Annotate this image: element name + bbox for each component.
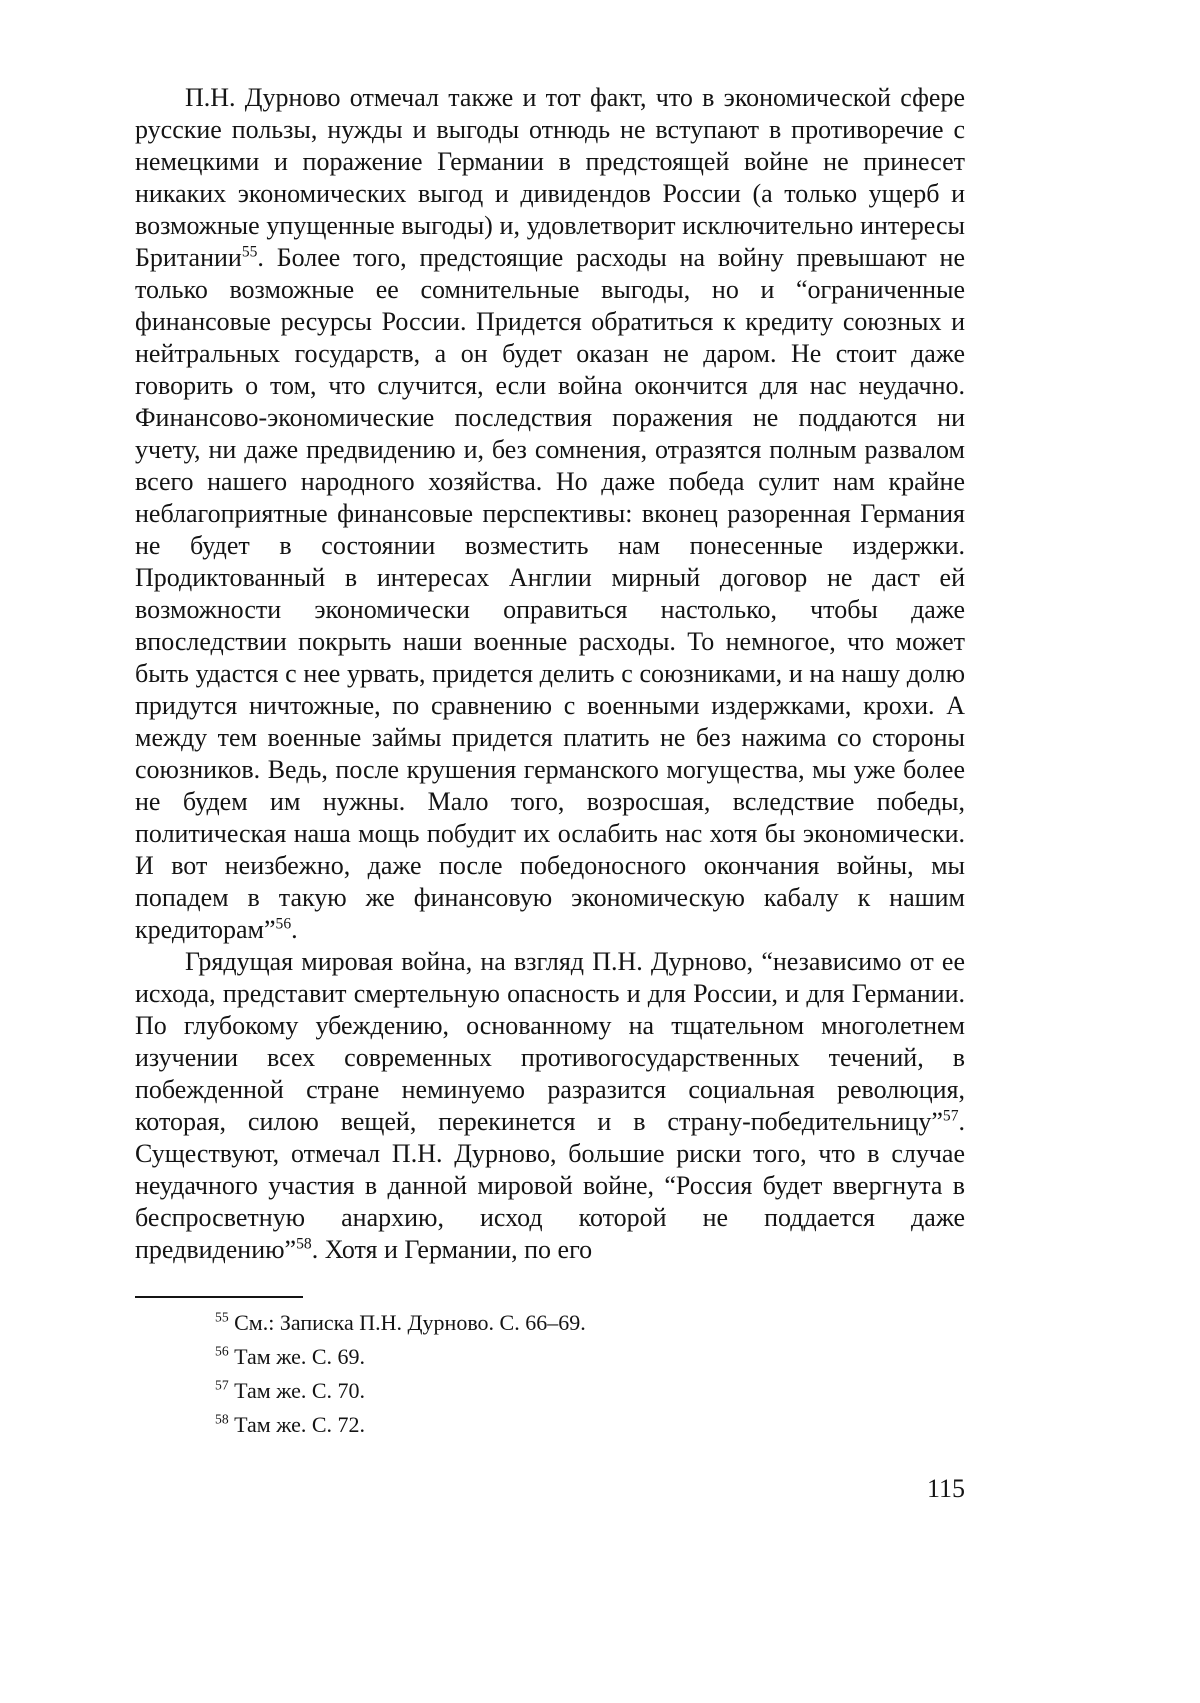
paragraph-text: . Хотя и Германии, по его bbox=[311, 1235, 593, 1264]
footnote bbox=[215, 1408, 965, 1442]
footnote-marker: 57 bbox=[215, 1377, 229, 1393]
footnote-text: Там же. С. 72. bbox=[234, 1412, 366, 1437]
footnote bbox=[215, 1306, 965, 1340]
paragraph-text: . bbox=[291, 915, 298, 944]
footnote-marker: 56 bbox=[215, 1343, 229, 1359]
body-text bbox=[135, 82, 965, 1266]
footnote-ref-55: 55 bbox=[241, 243, 258, 261]
page-number: 115 bbox=[926, 1474, 965, 1503]
footnote-ref-56: 56 bbox=[275, 915, 292, 933]
footnote-text: Там же. С. 70. bbox=[234, 1378, 366, 1403]
footnote-text: См.: Записка П.Н. Дурново. С. 66–69. bbox=[234, 1310, 586, 1335]
footnote-ref-57: 57 bbox=[942, 1107, 959, 1125]
paragraph-text: . Более того, предстоящие расходы на войну превышают не только возможные ее сомнительные выгоды, но и “ограниченные финансовые ресурсы России. Придется обратиться к кредиту союзных и нейтральных государств, а он будет оказан не даром. Не стоит даже говорить о том, что случится, если война окончится для нас неудачно. Финансово-экономические последствия поражения не поддаются ни учету, ни даже предвидению и, без сомнения, отразятся полным развалом всего нашего народного хозяйства. Но даже победа сулит нам крайне неблагоприятные финансовые перспективы: вконец разоренная Германия не будет в состоянии возместить нам понесенные издержки. Продиктованный в интересах Англии мирный договор не даст ей возможности экономически оправиться настолько, чтобы даже впоследствии покрыть наши военные расходы. То немногое, что может быть удастся с нее урвать, придется делить с союзниками, и на нашу долю придутся ничтожные, по сравнению с военными издержками, крохи. А между тем военные займы придется платить не без нажима со стороны союзников. Ведь, после крушения германского могущества, мы уже более не будем им нужны. Мало того, возросшая, вследствие победы, политическая наша мощь побудит их ослабить нас хотя бы экономически. И вот неизбежно, даже после победоносного окончания войны, мы попадем в такую же финансовую экономическую кабалу к нашим кредиторам” bbox=[135, 243, 965, 944]
footnote-text: Там же. С. 69. bbox=[234, 1344, 366, 1369]
paragraph-text: П.Н. Дурново отмечал также и тот факт, что в экономической сфере русские пользы, нужды и выгоды отнюдь не вступают в противоречие с немецкими и поражение Германии в предстоящей войне не принесет никаких экономических выгод и дивидендов России (а только ущерб и возможные упущенные выгоды) и, удовлетворит исключительно интересы Британии bbox=[135, 83, 965, 272]
footnote-marker: 58 bbox=[215, 1411, 229, 1427]
footnote bbox=[215, 1374, 965, 1408]
footnote-ref-58: 58 bbox=[296, 1235, 312, 1253]
paragraph-2 bbox=[135, 946, 965, 1266]
paragraph-1 bbox=[135, 82, 965, 946]
paragraph-text: . Существуют, отмечал П.Н. Дурново, большие риски того, что в случае неудачного участия в данной мировой войне, “Россия будет ввергнута в беспросветную анархию, исход которой не поддается даже предвидению” bbox=[135, 1107, 965, 1264]
paragraph-text: Грядущая мировая война, на взгляд П.Н. Дурново, “независимо от ее исхода, представит смертельную опасность и для России, и для Германии. По глубокому убеждению, основанному на тщательном многолетнем изучении всех современных противогосударственных течений, в побежденной стране неминуемо разразится социальная революция, которая, силою вещей, перекинется и в страну-победительницу” bbox=[135, 947, 965, 1136]
footnotes-section bbox=[135, 1296, 965, 1442]
footnote-separator bbox=[135, 1296, 303, 1298]
footnote bbox=[215, 1340, 965, 1374]
footnote-marker: 55 bbox=[215, 1309, 229, 1325]
